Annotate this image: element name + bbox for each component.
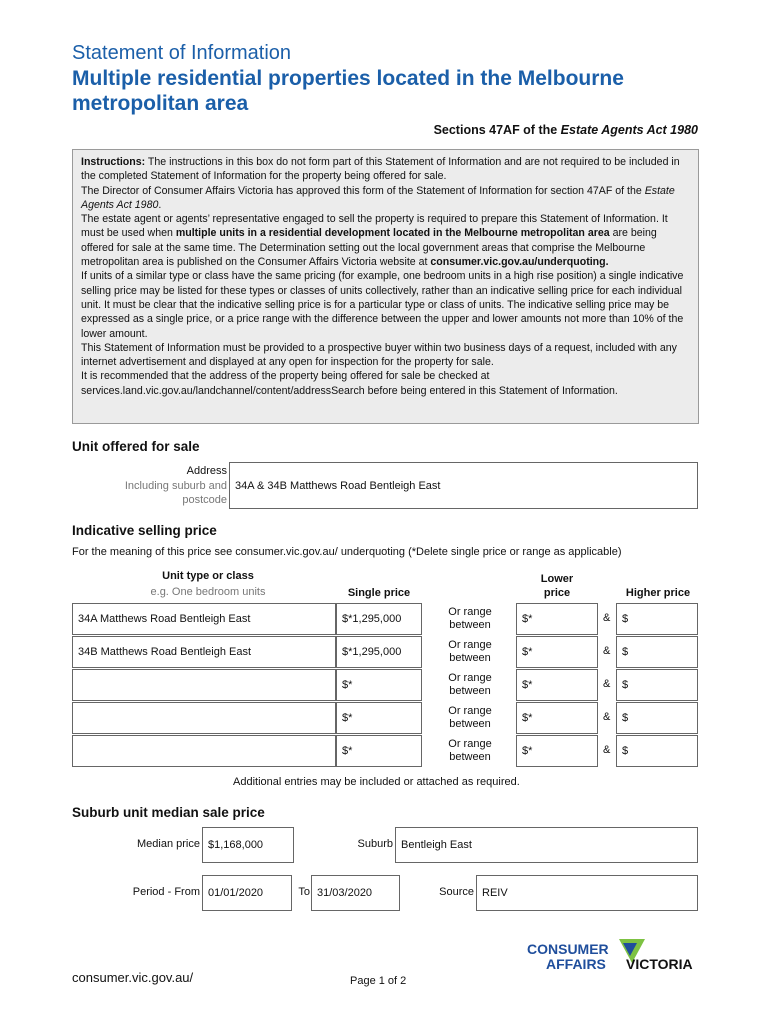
higher-price-field-value: $ [622,712,629,724]
or-range-line-1: Or range [448,705,492,717]
or-range-label [442,705,498,731]
lower-price-field[interactable] [516,636,598,668]
or-range-line-1: Or range [448,606,492,618]
to-label: To [298,886,310,898]
address-value: 34A & 34B Matthews Road Bentleigh East [235,479,441,492]
underquoting-link[interactable]: consumer.vic.gov.au/underquoting. [430,256,609,269]
footer-url[interactable]: consumer.vic.gov.au/ [72,970,194,985]
unit-type-field[interactable] [72,735,336,767]
address-label-block [100,464,227,508]
lower-price-field-value: $* [522,646,533,658]
lower-price-field-value: $* [522,679,533,691]
range-ampersand: & [603,645,611,657]
form-subtitle: Multiple residential properties located in the Melbourne metropolitan area [72,67,624,115]
instructions-p6: It is recommended that the address of the property being offered for sale be checked at services.land.vic.gov.au/landchannel/content/addressSearch before being entered in this Statement of Information. [81,370,618,397]
range-ampersand: & [603,711,611,723]
unit-offered-heading: Unit offered for sale [72,439,200,454]
address-sub1: Including suburb and [124,479,227,492]
lower-price-field[interactable] [516,603,598,635]
indicative-note: For the meaning of this price see consumer.vic.gov.au/ underquoting (*Delete single price or range as applicable) [72,546,622,558]
or-range-label [442,639,498,665]
single-price-field[interactable] [336,636,422,668]
consumer-affairs-victoria-logo [527,937,702,981]
lower-price-field[interactable] [516,735,598,767]
or-range-line-2: between [449,652,491,664]
unit-type-field[interactable] [72,636,336,668]
or-range-line-2: between [449,751,491,763]
col-higher-price: Higher price [625,587,691,599]
col-lower-price [516,573,598,600]
or-range-line-2: between [449,685,491,697]
address-field[interactable] [229,462,698,509]
or-range-label [442,738,498,764]
median-heading: Suburb unit median sale price [72,805,265,820]
instructions-p3-bold: multiple units in a residential development located in the Melbourne metropolitan area [175,227,610,240]
page-number: Page 1 of 2 [350,975,407,987]
higher-price-field[interactable] [616,636,698,668]
col-lower-2: price [543,586,571,599]
col-lower-1: Lower [540,573,574,585]
instructions-p2-act: Estate Agents Act 1980 [81,184,675,211]
single-price-field-value: $*1,295,000 [342,646,402,658]
source-label: Source [439,886,474,898]
instructions-label: Instructions: [81,156,146,168]
lower-price-field[interactable] [516,702,598,734]
unit-type-field[interactable] [72,702,336,734]
or-range-line-1: Or range [448,639,492,651]
instructions-p1-text: The instructions in this box do not form part of this Statement of Information and are not required to be included in the completed Statement of Information for the property being offered for sale. [81,156,680,183]
instructions-p2-end: . [158,198,162,211]
median-price-label: Median price [137,838,200,850]
period-from-label: Period - From [132,886,200,898]
period-to-value: 31/03/2020 [317,887,373,899]
sections-act: Estate Agents Act 1980 [560,123,698,137]
higher-price-field-value: $ [622,646,629,658]
instructions-p4: If units of a similar type or class have the same pricing (for example, one bedroom units in a high rise position) a single indicative selling price may be listed for these types or classes of units collectively, rather than an indicative selling price for each individual unit. It must be clear that the indicative selling price is for a particular type or class of units. The indicative selling price may be expressed as a single price, or a price range with the difference between the upper and lower amounts not more than 10% of the lower amount. [81,270,684,340]
single-price-field-value: $* [342,745,353,757]
median-price-field[interactable] [202,827,294,863]
range-ampersand: & [603,678,611,690]
single-price-field[interactable] [336,669,422,701]
address-sub2: postcode [182,494,227,506]
range-ampersand: & [603,744,611,756]
form-title: Statement of Information [72,42,292,64]
col-single-price: Single price [347,587,411,599]
single-price-field[interactable] [336,702,422,734]
range-ampersand: & [603,612,611,624]
or-range-line-1: Or range [448,672,492,684]
higher-price-field-value: $ [622,679,629,691]
instructions-p3 [81,212,690,269]
logo-line1: CONSUMER [527,941,609,957]
unit-type-field[interactable] [72,603,336,635]
or-range-label [442,672,498,698]
single-price-field-value: $* [342,712,353,724]
sections-prefix: Sections 47AF of the [433,123,561,137]
higher-price-field[interactable] [616,669,698,701]
median-price-value: $1,168,000 [208,839,264,851]
logo-line3: VICTORIA [626,956,693,972]
logo-line2: AFFAIRS [546,956,606,972]
suburb-label: Suburb [357,838,393,850]
indicative-heading: Indicative selling price [72,523,217,538]
suburb-field[interactable] [395,827,698,863]
lower-price-field-value: $* [522,745,533,757]
instructions-box [72,149,699,424]
sections-reference [380,123,698,137]
single-price-field[interactable] [336,735,422,767]
or-range-line-2: between [449,718,491,730]
instructions-p3-b: are being offered for sale at the same time. The Determination setting out the local government areas that comprise the Melbourne metropolitan area is published on the Consumer Affairs Victoria website at [81,227,657,269]
or-range-label [442,606,498,632]
col-unit-type: Unit type or class [162,570,254,582]
higher-price-field-value: $ [622,745,629,757]
period-from-value: 01/01/2020 [208,887,264,899]
additional-entries-note: Additional entries may be included or attached as required. [233,776,520,788]
source-field[interactable] [476,875,698,911]
higher-price-field[interactable] [616,735,698,767]
instructions-p2-text: The Director of Consumer Affairs Victoria has approved this form of the Statement of Information for section 47AF of the [81,184,645,197]
unit-type-field[interactable] [72,669,336,701]
higher-price-field[interactable] [616,603,698,635]
higher-price-field[interactable] [616,702,698,734]
col-unit-example: e.g. One bedroom units [150,586,266,598]
single-price-field-value: $* [342,679,353,691]
period-to-field[interactable] [311,875,400,911]
or-range-line-1: Or range [448,738,492,750]
instructions-p5: This Statement of Information must be provided to a prospective buyer within two business days of a request, included with any internet advertisement and displayed at any open for inspection for the property for sale. [81,341,677,369]
unit-type-field-value: 34B Matthews Road Bentleigh East [78,646,252,658]
lower-price-field-value: $* [522,712,533,724]
source-value: REIV [482,887,508,899]
single-price-field[interactable] [336,603,422,635]
higher-price-field-value: $ [622,613,629,625]
unit-type-field-value: 34A Matthews Road Bentleigh East [78,613,251,625]
lower-price-field[interactable] [516,669,598,701]
instructions-p2 [81,184,690,213]
instructions-p3-a: The estate agent or agents’ representative engaged to sell the property is required to prepare this Statement of Information. It must be used when [81,213,668,240]
single-price-field-value: $*1,295,000 [342,613,402,625]
lower-price-field-value: $* [522,613,533,625]
suburb-value: Bentleigh East [401,839,472,851]
instructions-p1 [81,155,690,184]
or-range-line-2: between [449,619,491,631]
period-from-field[interactable] [202,875,292,911]
address-label: Address [186,465,227,477]
